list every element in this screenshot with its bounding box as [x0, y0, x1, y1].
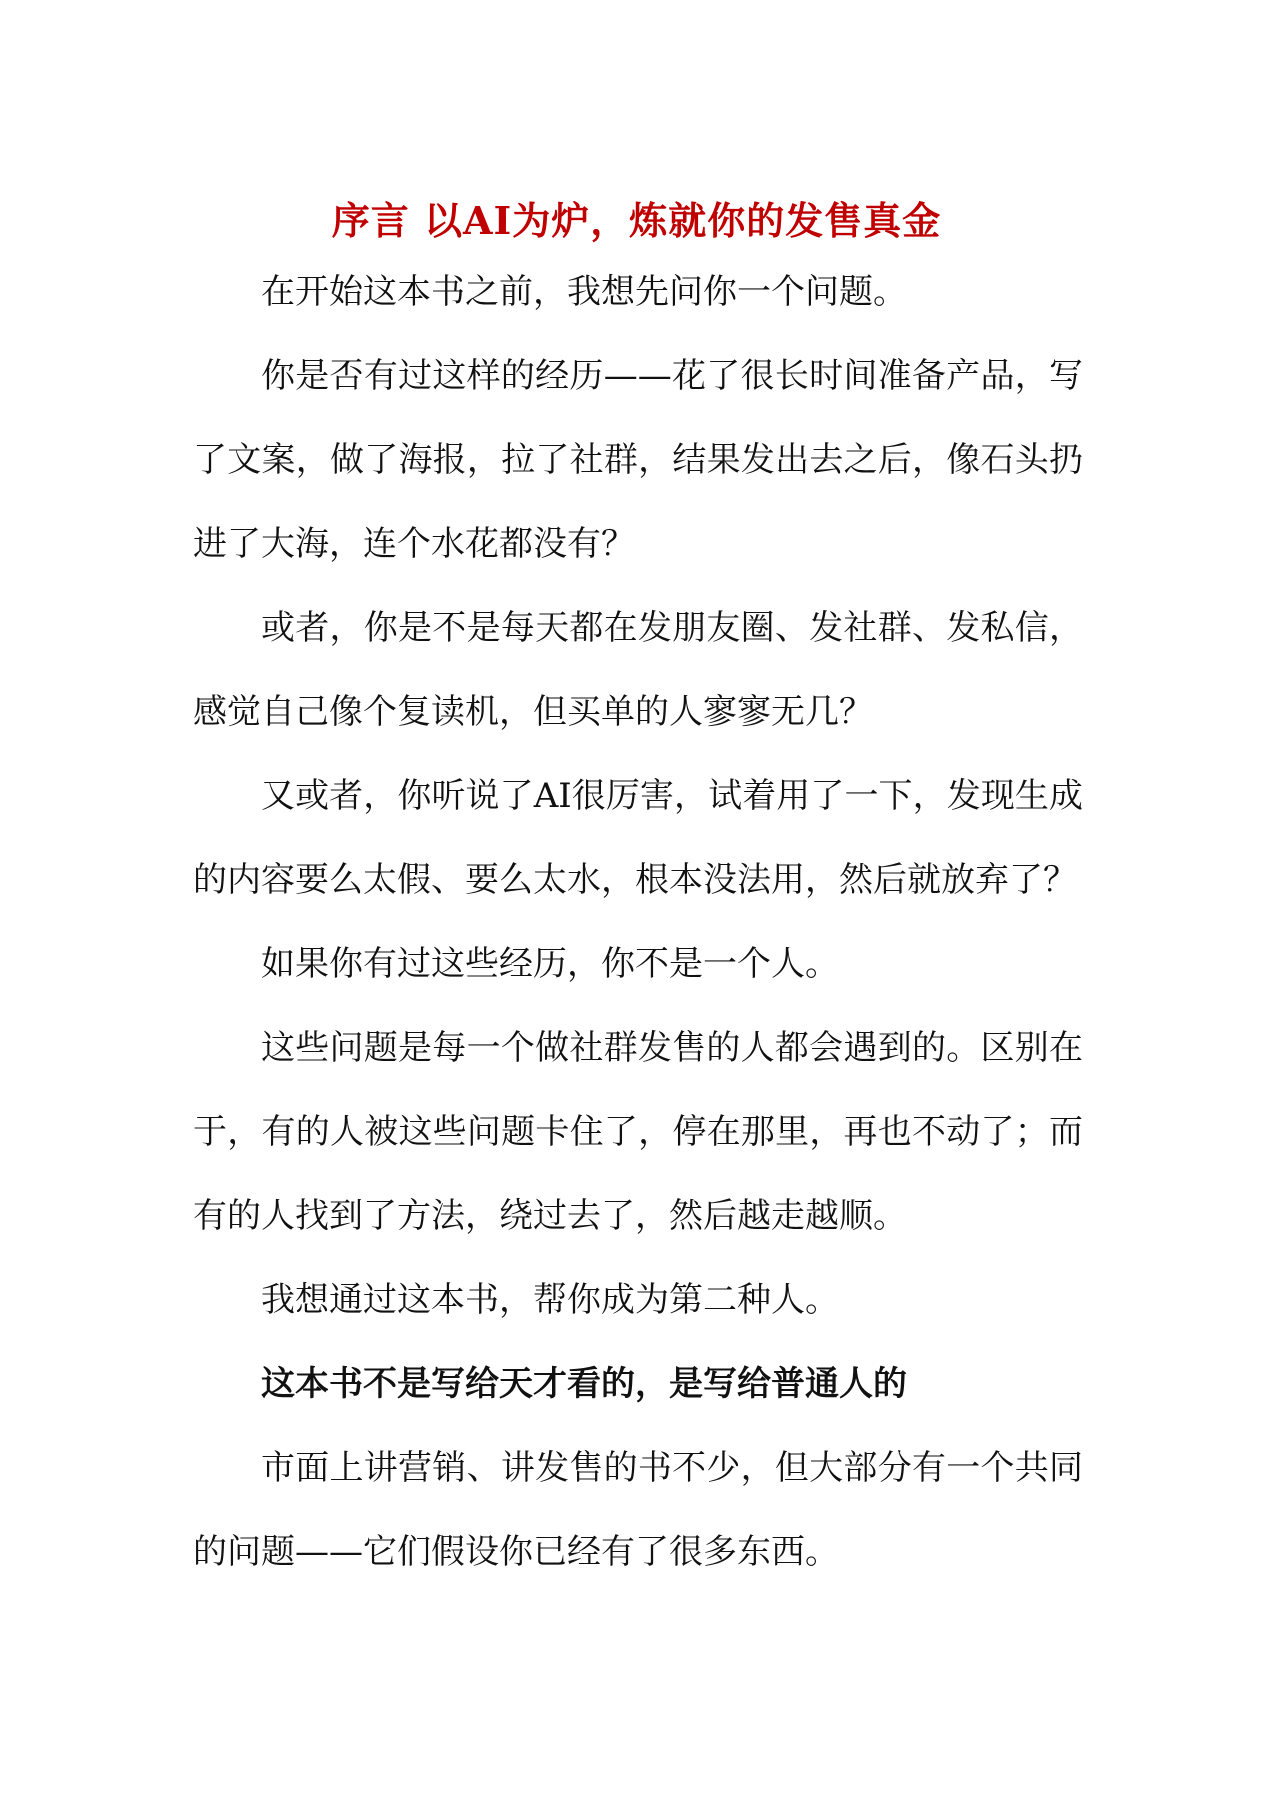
paragraph: 我想通过这本书，帮你成为第二种人。 — [261, 1280, 839, 1320]
document-body — [193, 250, 1083, 1594]
section-heading: 这本书不是写给天才看的，是写给普通人的 — [261, 1364, 907, 1404]
paragraph: 市面上讲营销、讲发售的书不少，但大部分有一个共同的问题——它们假设你已经有了很多东西。 — [193, 1448, 1083, 1572]
page-title: 序言 以AI为炉，炼就你的发售真金 — [331, 198, 942, 244]
paragraph: 又或者，你听说了AI很厉害，试着用了一下，发现生成的内容要么太假、要么太水，根本没法用，然后就放弃了？ — [193, 776, 1083, 900]
paragraph: 在开始这本书之前，我想先问你一个问题。 — [261, 272, 907, 312]
paragraph: 如果你有过这些经历，你不是一个人。 — [261, 944, 839, 984]
paragraph: 这些问题是每一个做社群发售的人都会遇到的。区别在于，有的人被这些问题卡住了，停在那里，再也不动了；而有的人找到了方法，绕过去了，然后越走越顺。 — [193, 1028, 1083, 1236]
paragraph: 或者，你是不是每天都在发朋友圈、发社群、发私信，感觉自己像个复读机，但买单的人寥寥无几？ — [193, 608, 1083, 732]
paragraph: 你是否有过这样的经历——花了很长时间准备产品，写了文案，做了海报，拉了社群，结果发出去之后，像石头扔进了大海，连个水花都没有？ — [193, 356, 1083, 564]
